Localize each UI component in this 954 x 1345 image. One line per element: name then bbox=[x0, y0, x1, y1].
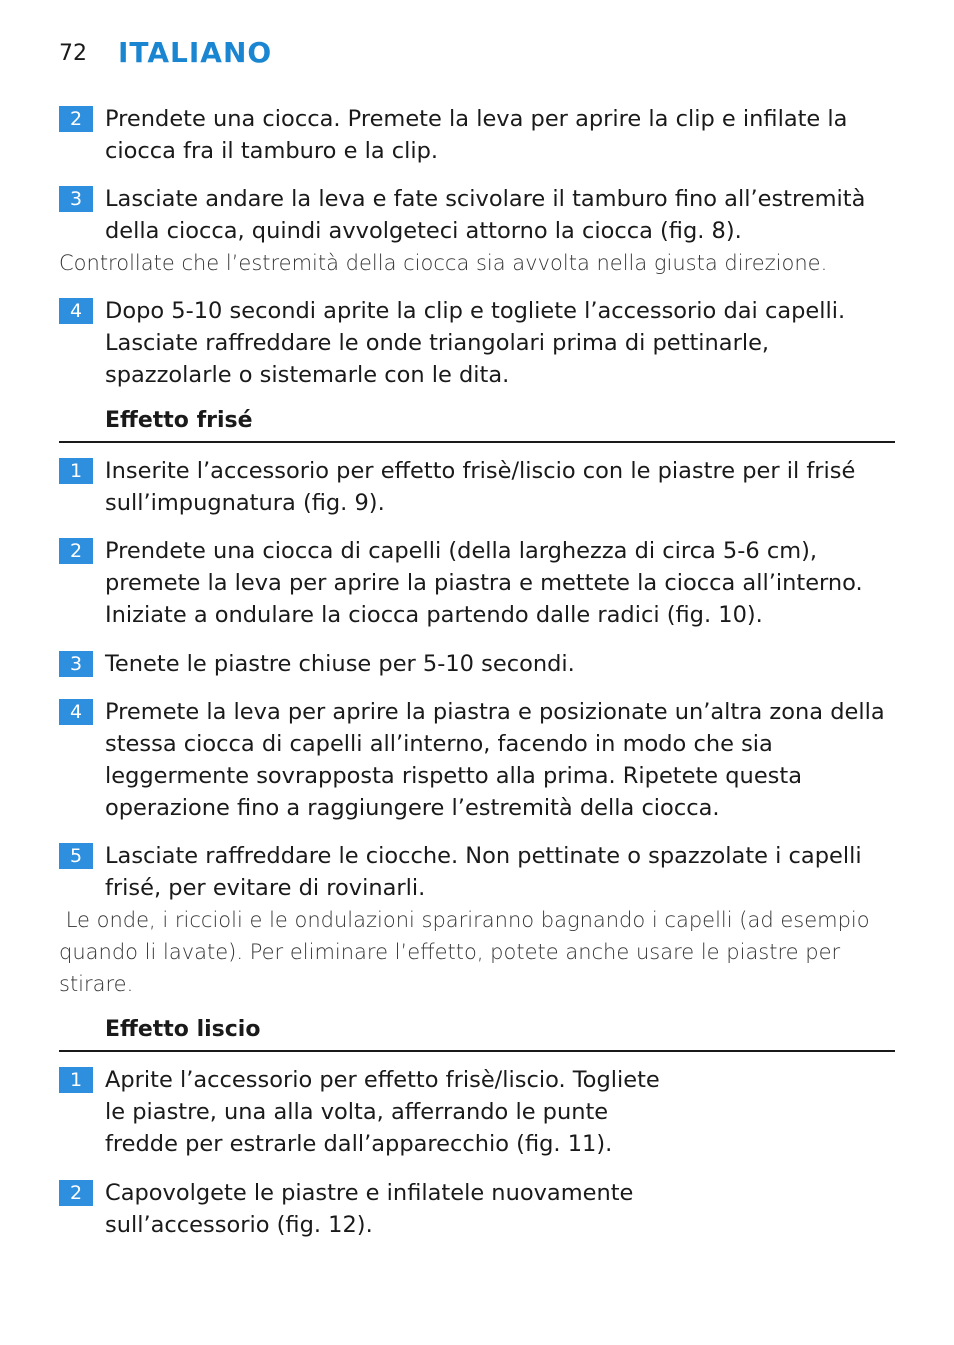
frise-step-2 bbox=[59, 535, 895, 631]
step-text: Prendete una ciocca. Premete la leva per aprire la clip e infilate la ciocca fra il tamburo e la clip. bbox=[105, 106, 848, 164]
step-text: Inserite l’accessorio per effetto frisè/liscio con le piastre per il frisé sull’impugnatura (fig. 9). bbox=[105, 458, 856, 516]
page-number: 72 bbox=[59, 41, 87, 66]
step-3 bbox=[59, 183, 895, 247]
liscio-step-1 bbox=[59, 1064, 895, 1160]
frise-step-4 bbox=[59, 696, 895, 824]
section-divider bbox=[59, 1050, 895, 1052]
frise-step-1 bbox=[59, 455, 895, 519]
step-text: Prendete una ciocca di capelli (della larghezza di circa 5-6 cm), premete la leva per aprire la piastra e mettete la ciocca all’interno. Iniziate a ondulare la ciocca partendo dalle radici (fig. 10). bbox=[105, 538, 863, 628]
step-number-badge: 4 bbox=[59, 699, 93, 725]
frise-step-5 bbox=[59, 840, 895, 904]
step-2 bbox=[59, 103, 895, 167]
step-text: Aprite l’accessorio per effetto frisè/liscio. Togliete le piastre, una alla volta, afferrando le punte fredde per estrarle dall’apparecchio (fig. 11). bbox=[105, 1067, 660, 1157]
step-text: Tenete le piastre chiuse per 5-10 secondi. bbox=[105, 651, 575, 677]
section-title-liscio: Effetto liscio bbox=[105, 1017, 261, 1042]
step-number-badge: 4 bbox=[59, 298, 93, 324]
step-number-badge: 2 bbox=[59, 106, 93, 132]
language-heading: ITALIANO bbox=[118, 36, 273, 69]
step-number-badge: 1 bbox=[59, 1067, 93, 1093]
step-number-badge: 1 bbox=[59, 458, 93, 484]
liscio-step-2 bbox=[59, 1177, 895, 1241]
section-title-frise: Effetto frisé bbox=[105, 408, 253, 433]
note-text: Le onde, i riccioli e le ondulazioni spariranno bagnando i capelli (ad esempio quando li lavate). Per eliminare l’effetto, potete anche usare le piastre per stirare. bbox=[59, 908, 877, 996]
step-4 bbox=[59, 295, 895, 391]
step-number-badge: 2 bbox=[59, 538, 93, 564]
step-text: Lasciate raffreddare le ciocche. Non pettinate o spazzolate i capelli frisé, per evitare di rovinarli. bbox=[105, 843, 862, 901]
step-text: Lasciate andare la leva e fate scivolare il tamburo fino all’estremità della ciocca, quindi avvolgeteci attorno la ciocca (fig. 8). bbox=[105, 186, 866, 244]
step-number-badge: 3 bbox=[59, 186, 93, 212]
step-number-badge: 3 bbox=[59, 651, 93, 677]
step-text: Dopo 5-10 secondi aprite la clip e togliete l’accessorio dai capelli. Lasciate raffreddare le onde triangolari prima di pettinarle, spazzolarle o sistemarle con le dita. bbox=[105, 298, 846, 388]
step-text: Capovolgete le piastre e infilatele nuovamente sull’accessorio (fig. 12). bbox=[105, 1180, 634, 1238]
step-number-badge: 5 bbox=[59, 843, 93, 869]
section-divider bbox=[59, 441, 895, 443]
step-text: Premete la leva per aprire la piastra e posizionate un’altra zona della stessa ciocca di capelli all’interno, facendo in modo che sia leggermente sovrapposta rispetto alla prima. Ripetete questa operazione fino a raggiungere l’estremità della ciocca. bbox=[105, 699, 885, 821]
step-number-badge: 2 bbox=[59, 1180, 93, 1206]
note-text: Controllate che l’estremità della ciocca sia avvolta nella giusta direzione. bbox=[59, 251, 828, 275]
frise-step-3 bbox=[59, 648, 895, 680]
